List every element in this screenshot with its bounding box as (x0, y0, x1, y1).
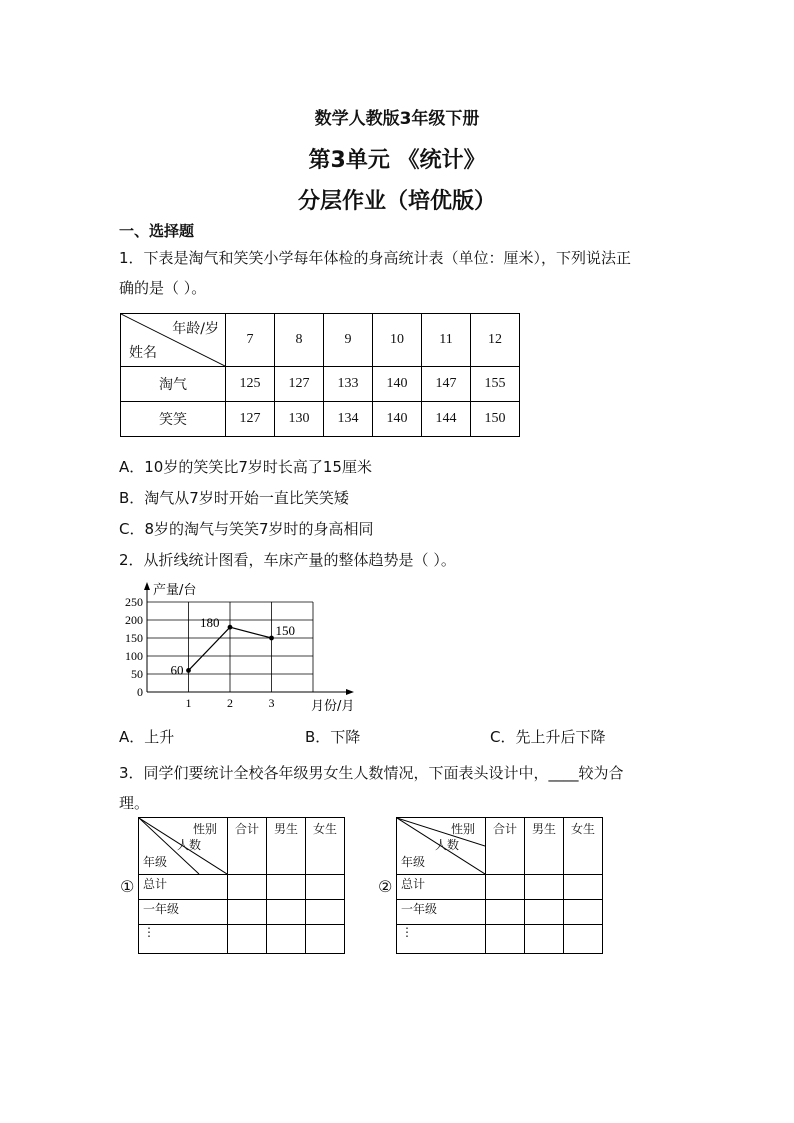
row-name: 淘气 (121, 367, 226, 402)
data-point (228, 625, 233, 630)
table-row (397, 875, 603, 900)
x-tick-label: 2 (227, 696, 233, 710)
table-cell (486, 900, 525, 925)
table-cell: 134 (324, 402, 373, 437)
x-axis-arrow (346, 689, 354, 695)
header-design-table-1 (138, 817, 345, 954)
table-cell (306, 875, 345, 900)
table-cell (564, 900, 603, 925)
option-marker-1: ① (120, 877, 135, 896)
age-header: 12 (471, 314, 520, 367)
table-row (397, 925, 603, 954)
production-line-chart (110, 578, 370, 713)
table-cell: 130 (275, 402, 324, 437)
column-header: 女生 (306, 818, 345, 875)
q3-text-line2: 理。 (119, 794, 150, 812)
column-header: 男生 (267, 818, 306, 875)
header-name-label: 姓名 (129, 345, 157, 361)
column-header: 男生 (525, 818, 564, 875)
y-tick-label: 50 (131, 667, 143, 681)
y-tick-label: 0 (137, 685, 143, 699)
table-cell (486, 875, 525, 900)
option-marker-2: ② (378, 877, 393, 896)
table-cell (267, 875, 306, 900)
table-diagonal-header (121, 314, 226, 367)
x-tick-label: 3 (268, 696, 275, 710)
data-label: 60 (170, 662, 184, 678)
x-tick-label: 1 (185, 696, 192, 710)
header-count-label: 人数 (176, 838, 201, 852)
header-gender-label: 性别 (450, 822, 475, 836)
age-header: 10 (373, 314, 422, 367)
y-tick-label: 250 (125, 595, 143, 609)
q2-option-a: A．上升 (119, 728, 175, 746)
table-cell: 150 (471, 402, 520, 437)
table-cell (306, 925, 345, 954)
q2-option-b: B．下降 (305, 728, 361, 746)
header-design-table-2 (396, 817, 603, 954)
header-grade-label: 年级 (401, 855, 426, 869)
table-cell: 144 (422, 402, 471, 437)
data-point (269, 636, 274, 641)
table-row (121, 367, 520, 402)
y-tick-label: 100 (125, 649, 143, 663)
table-row (139, 900, 345, 925)
q3-text-line1: 3．同学们要统计全校各年级男女生人数情况，下面表头设计中，____较为合 (119, 764, 624, 782)
x-axis-title: 月份/月 (311, 699, 355, 713)
table-cell (228, 875, 267, 900)
table-cell (228, 925, 267, 954)
table-row (397, 900, 603, 925)
q1-option-b: B．淘气从7岁时开始一直比笑笑矮 (119, 489, 349, 507)
age-header: 9 (324, 314, 373, 367)
data-point (186, 668, 191, 673)
age-header: 7 (226, 314, 275, 367)
table-cell (525, 900, 564, 925)
y-tick-label: 200 (125, 613, 143, 627)
row-name: 笑笑 (121, 402, 226, 437)
table-cell (486, 925, 525, 954)
age-header: 8 (275, 314, 324, 367)
table-cell: 155 (471, 367, 520, 402)
q1-text-line1: 1．下表是淘气和笑笑小学每年体检的身高统计表（单位：厘米），下列说法正 (119, 249, 632, 267)
q2-text: 2．从折线统计图看，车床产量的整体趋势是（ ）。 (119, 551, 456, 569)
table-row (121, 402, 520, 437)
column-header: 女生 (564, 818, 603, 875)
worksheet-title: 分层作业（培优版） (297, 189, 496, 214)
column-header: 合计 (486, 818, 525, 875)
table-cell (228, 900, 267, 925)
table-cell: 127 (275, 367, 324, 402)
row-label: 总计 (139, 875, 228, 900)
unit-title: 第3单元 《统计》 (308, 148, 486, 173)
row-label: ⋮ (139, 925, 228, 954)
height-table (120, 313, 520, 437)
q1-option-a: A．10岁的笑笑比7岁时长高了15厘米 (119, 458, 372, 476)
row-label: 一年级 (397, 900, 486, 925)
age-header: 11 (422, 314, 471, 367)
row-label: 一年级 (139, 900, 228, 925)
y-axis-title: 产量/台 (153, 583, 197, 598)
diagonal-header-cell (139, 818, 228, 875)
table-cell (525, 875, 564, 900)
header-grade-label: 年级 (143, 855, 168, 869)
data-label: 150 (275, 623, 295, 638)
table-cell (564, 875, 603, 900)
table-cell: 140 (373, 402, 422, 437)
header-count-label: 人数 (434, 838, 459, 852)
q1-text-line2: 确的是（ ）。 (119, 279, 207, 297)
table-cell (525, 925, 564, 954)
y-tick-label: 150 (125, 631, 143, 645)
book-title: 数学人教版3年级下册 (314, 109, 480, 129)
table-row (139, 925, 345, 954)
diagonal-header-cell (397, 818, 486, 875)
table-cell: 133 (324, 367, 373, 402)
table-cell: 140 (373, 367, 422, 402)
section-heading: 一、选择题 (119, 222, 195, 240)
q1-option-c: C．8岁的淘气与笑笑7岁时的身高相同 (119, 520, 374, 538)
data-label: 180 (200, 615, 220, 631)
table-cell: 147 (422, 367, 471, 402)
table-cell: 125 (226, 367, 275, 402)
table-cell (306, 900, 345, 925)
row-label: ⋮ (397, 925, 486, 954)
row-label: 总计 (397, 875, 486, 900)
header-gender-label: 性别 (192, 822, 217, 836)
table-cell (267, 925, 306, 954)
header-age-label: 年龄/岁 (172, 321, 219, 337)
table-cell (564, 925, 603, 954)
table-row (139, 875, 345, 900)
q2-option-c: C．先上升后下降 (490, 728, 606, 746)
y-axis-arrow (144, 582, 150, 590)
column-header: 合计 (228, 818, 267, 875)
table-cell: 127 (226, 402, 275, 437)
table-cell (267, 900, 306, 925)
